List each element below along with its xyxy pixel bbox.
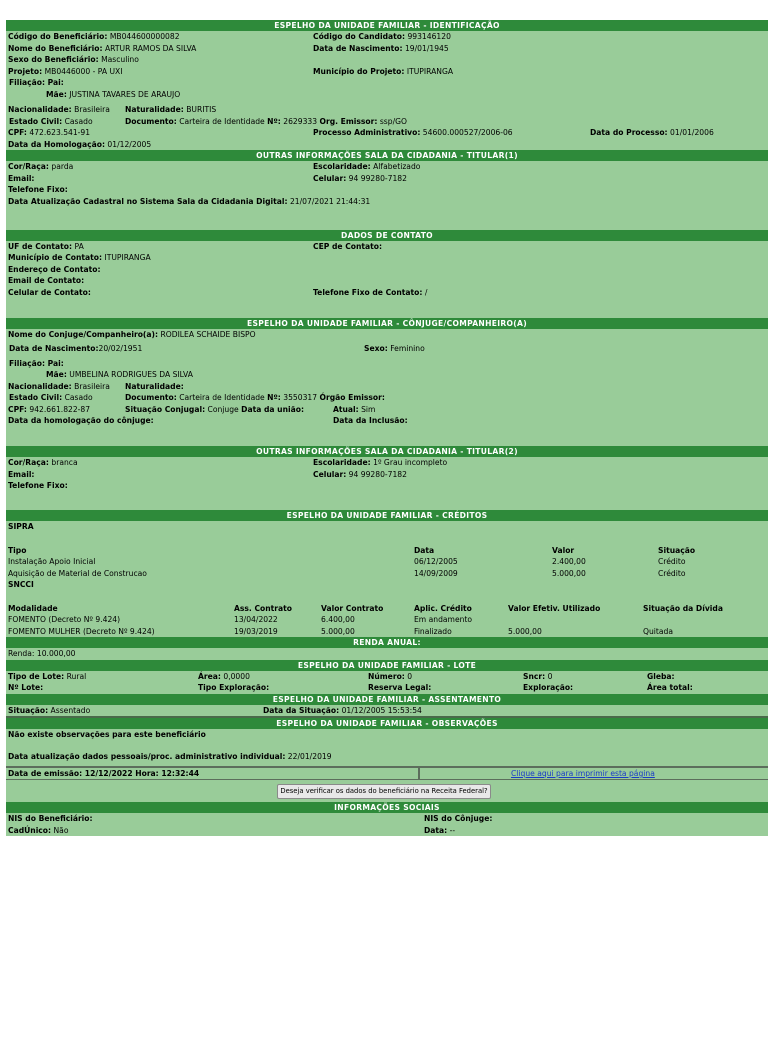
telefone-contato-label: Telefone Fixo de Contato: [313,287,423,297]
conjuge-cpf-label: CPF: [8,404,27,414]
contato-section [6,241,768,318]
mae-label: Mãe: [46,89,67,99]
sncci-cell: Em andamento [414,615,473,624]
cep-contato-label: CEP de Contato: [313,241,383,251]
observacoes-text: Não existe observações para este beneficiário [8,730,206,739]
filiacao-pai-label: Filiação: Pai: [9,78,64,87]
identificacao-header: ESPELHO DA UNIDADE FAMILIAR - IDENTIFICAÇÃO [6,20,768,31]
data-atualizacao-value: 21/07/2021 21:44:31 [289,196,371,206]
telefone-contato-value: / [424,287,428,297]
sncci-cell: 13/04/2022 [234,615,278,624]
situacao-conjugal-label: Situação Conjugal: [125,404,206,414]
cadunico-value: Não [53,825,69,835]
data-processo-value: 01/01/2006 [670,128,714,137]
nome-beneficiario-label: Nome do Beneficiário: [8,43,103,53]
processo-value: 54600.000527/2006-06 [422,128,513,137]
assentamento-section [6,705,768,717]
situacao-conjugal-value: Conjuge [207,404,239,414]
sncci-col-valor: Valor Contrato [321,603,384,613]
data-nascimento-label: Data de Nascimento: [313,43,403,53]
area-value: 0,0000 [223,671,250,681]
situacao-value: Assentado [50,705,91,715]
uf-contato-label: UF de Contato: [8,241,73,251]
sncci-cell: FOMENTO MULHER (Decreto Nº 9.424) [8,626,155,636]
conjuge-cpf-value: 942.661.822-87 [29,404,91,414]
atualizacao-value: 22/01/2019 [287,751,332,761]
naturalidade-label: Naturalidade: [125,105,184,114]
conjuge-nascimento-label: Data de Nascimento: [9,344,99,353]
email2-label: Email: [8,469,35,479]
lote-section [6,671,768,694]
conjuge-estado-civil-label: Estado Civil: [9,393,63,402]
conjuge-sexo-value: Feminino [390,344,425,353]
escolaridade2-label: Escolaridade: [313,458,371,467]
sncci-cell: Quitada [643,626,674,636]
sncci-cell: 6.400,00 [321,615,355,624]
sncci-cell: 19/03/2019 [234,626,278,636]
sipra-cell: Instalação Apoio Inicial [8,557,96,566]
data-atualizacao-label: Data Atualização Cadastral no Sistema Sala da Cidadania Digital: [8,196,288,206]
table-row [6,614,768,626]
nacionalidade-value: Brasileira [74,105,110,114]
codigo-candidato-label: Código do Candidato: [313,32,406,41]
sipra-col-valor: Valor [552,545,575,555]
situacao-label: Situação: [8,705,49,715]
sncr-value: 0 [547,671,553,681]
sncci-cell: 5.000,00 [508,626,542,636]
telefone2-label: Telefone Fixo: [8,481,68,490]
table-row [6,556,768,568]
codigo-beneficiario-value: MB044600000082 [109,32,180,41]
sncci-col-efetiv: Valor Efetiv. Utilizado [508,603,601,613]
cor-raca-value: parda [51,162,74,171]
cor-raca2-label: Cor/Raça: [8,458,49,467]
municipio-contato-value: ITUPIRANGA [104,253,151,262]
cidadania2-header: OUTRAS INFORMAÇÕES SALA DA CIDADANIA - TITULAR(2) [6,446,768,457]
conjuge-homologacao-label: Data da homologação do cônjuge: [8,416,154,425]
cadunico-label: CadÚnico: [8,825,52,835]
projeto-label: Projeto: [8,66,43,76]
verify-receita-federal-button[interactable]: Deseja verificar os dados do beneficiário na Receita Federal? [277,784,491,799]
sncci-header-row [6,603,768,615]
tipo-exploracao-label: Tipo Exploração: [198,683,270,692]
municipio-projeto-value: ITUPIRANGA [406,66,454,76]
sncci-col-modalidade: Modalidade [8,603,58,613]
conjuge-nacionalidade-label: Nacionalidade: [8,381,72,391]
data-inclusao-label: Data da Inclusão: [333,416,408,425]
sncci-cell: 5.000,00 [321,626,355,636]
sociais-data-label: Data: [424,825,448,835]
orgao-emissor-label: Org. Emissor: [319,116,378,126]
cor-raca-label: Cor/Raça: [8,162,49,171]
escolaridade2-value: 1º Grau incompleto [373,458,448,467]
sipra-cell: 06/12/2005 [414,557,458,566]
conjuge-naturalidade-label: Naturalidade: [125,381,184,391]
conjuge-filiacao-label: Filiação: Pai: [9,358,64,368]
sncci-cell: FOMENTO (Decreto Nº 9.424) [8,615,121,624]
naturalidade-value: BURITIS [186,105,217,114]
sipra-cell: Crédito [658,568,686,578]
numero-value: 0 [407,671,413,681]
renda-value: Renda: 10.000,00 [8,649,76,658]
estado-civil-label: Estado Civil: [9,116,63,126]
sipra-cell: 14/09/2009 [414,568,458,578]
conjuge-nome-value: RODILEA SCHAIDE BISPO [160,329,256,339]
button-row [6,780,768,802]
conjuge-estado-civil-value: Casado [64,393,93,402]
sipra-cell: 5.000,00 [552,568,586,578]
doc-numero-value: 2629333 [283,116,318,126]
estado-civil-value: Casado [64,116,93,126]
sexo-label: Sexo do Beneficiário: [8,55,99,64]
celular-value: 94 99280-7182 [348,173,407,183]
atualizacao-label: Data atualização dados pessoais/proc. administrativo individual: [8,751,286,761]
creditos-header: ESPELHO DA UNIDADE FAMILIAR - CRÉDITOS [6,510,768,521]
doc-numero-label: Nº: [267,116,281,126]
mae-value: JUSTINA TAVARES DE ARAUJO [69,89,181,99]
cpf-value: 472.623.541-91 [29,128,91,137]
conjuge-sexo-label: Sexo: [364,344,388,353]
identificacao-section [6,31,768,150]
assentamento-header: ESPELHO DA UNIDADE FAMILIAR - ASSENTAMENTO [6,694,768,705]
cor-raca2-value: branca [51,458,78,467]
cidadania1-header: OUTRAS INFORMAÇÕES SALA DA CIDADANIA - TITULAR(1) [6,150,768,161]
nacionalidade-label: Nacionalidade: [8,105,72,114]
codigo-candidato-value: 993146120 [407,32,451,41]
data-homologacao-label: Data da Homologação: [8,139,105,149]
cpf-label: CPF: [8,128,27,137]
atual-value: Sim [361,404,376,414]
tipo-lote-value: Rural [66,671,87,681]
nis-label: NIS do Beneficiário: [8,814,93,823]
data-uniao-label: Data da união: [241,404,304,414]
data-situacao-label: Data da Situação: [263,705,340,715]
area-label: Área: [198,671,221,681]
conjuge-nascimento-value: 20/02/1951 [98,344,143,353]
table-row [6,568,768,580]
sncci-col-situacao: Situação da Dívida [643,603,723,613]
codigo-beneficiario-label: Código do Beneficiário: [8,32,108,41]
observacoes-header: ESPELHO DA UNIDADE FAMILIAR - OBSERVAÇÕES [6,718,768,729]
municipio-projeto-label: Município do Projeto: [313,66,405,76]
conjuge-mae-label: Mãe: [46,370,67,379]
contato-header: DADOS DE CONTATO [6,230,768,241]
documento-label: Documento: [125,116,177,126]
conjuge-documento-label: Documento: [125,393,177,402]
cidadania2-section [6,457,768,510]
conjuge-doc-numero-value: 3550317 [283,393,318,402]
sipra-title: SIPRA [8,522,34,531]
numero-label: Número: [368,671,405,681]
escolaridade-value: Alfabetizado [373,162,421,171]
conjuge-header: ESPELHO DA UNIDADE FAMILIAR - CÔNJUGE/COMPANHEIRO(A) [6,318,768,329]
atual-label: Atual: [333,404,359,414]
conjuge-doc-numero-label: Nº: [267,393,281,402]
nome-beneficiario-value: ARTUR RAMOS DA SILVA [104,43,197,53]
sncr-label: Sncr: [523,671,546,681]
sociais-header: INFORMAÇÕES SOCIAIS [6,802,768,813]
projeto-value: MB0446000 - PA UXI [44,66,123,76]
sipra-cell: Aquisição de Material de Construcao [8,568,147,578]
reserva-legal-label: Reserva Legal: [368,683,432,692]
municipio-contato-label: Município de Contato: [8,253,103,262]
sncci-col-aplic: Aplic. Crédito [414,603,472,613]
sipra-header-row [6,545,768,557]
nis-conjuge-label: NIS do Cônjuge: [424,814,493,823]
emissao-bar [6,766,768,780]
sociais-data-value: -- [449,825,456,835]
data-situacao-value: 01/12/2005 15:53:54 [341,705,422,715]
documento-value: Carteira de Identidade [179,116,265,126]
telefone-label: Telefone Fixo: [8,185,68,194]
conjuge-nacionalidade-value: Brasileira [74,381,110,391]
sociais-section [6,813,768,836]
beneficiary-report [6,20,768,836]
sncci-title: SNCCI [8,580,34,589]
processo-label: Processo Administrativo: [313,128,421,137]
data-homologacao-value: 01/12/2005 [107,139,152,149]
sexo-value: Masculino [101,55,139,64]
cidadania1-section [6,161,768,230]
data-processo-label: Data do Processo: [590,128,668,137]
email-label: Email: [8,173,35,183]
table-row [6,626,768,638]
conjuge-nome-label: Nome do Conjuge/Companheiro(a): [8,329,159,339]
data-nascimento-value: 19/01/1945 [404,43,449,53]
celular2-label: Celular: [313,469,347,479]
observacoes-section [6,729,768,766]
sipra-col-situacao: Situação [658,545,696,555]
sipra-col-data: Data [414,545,435,555]
n-lote-label: Nº Lote: [8,683,44,692]
sipra-cell: Crédito [658,557,686,566]
escolaridade-label: Escolaridade: [313,162,371,171]
tipo-lote-label: Tipo de Lote: [8,671,65,681]
area-total-label: Área total: [647,683,693,692]
celular-contato-label: Celular de Contato: [8,287,91,297]
gleba-label: Gleba: [647,671,675,681]
renda-section [6,648,768,660]
creditos-section [6,521,768,637]
celular-label: Celular: [313,173,347,183]
sipra-cell: 2.400,00 [552,557,586,566]
lote-header: ESPELHO DA UNIDADE FAMILIAR - LOTE [6,660,768,671]
sipra-col-tipo: Tipo [8,545,27,555]
conjuge-documento-value: Carteira de Identidade [179,393,265,402]
email-contato-label: Email de Contato: [8,276,85,285]
endereco-contato-label: Endereço de Contato: [8,264,101,274]
sncci-cell: Finalizado [414,626,452,636]
orgao-emissor-value: ssp/GO [379,116,407,126]
conjuge-section [6,329,768,447]
print-link[interactable]: Clique aqui para imprimir esta página [511,769,655,778]
celular2-value: 94 99280-7182 [348,469,407,479]
uf-contato-value: PA [74,241,84,251]
exploracao-label: Exploração: [523,683,574,692]
renda-header: RENDA ANUAL: [6,637,768,648]
data-emissao: Data de emissão: 12/12/2022 Hora: 12:32:44 [8,769,200,778]
conjuge-orgao-label: Órgão Emissor: [319,393,385,402]
sncci-col-ass: Ass. Contrato [234,603,292,613]
conjuge-mae-value: UMBELINA RODRIGUES DA SILVA [69,370,193,379]
